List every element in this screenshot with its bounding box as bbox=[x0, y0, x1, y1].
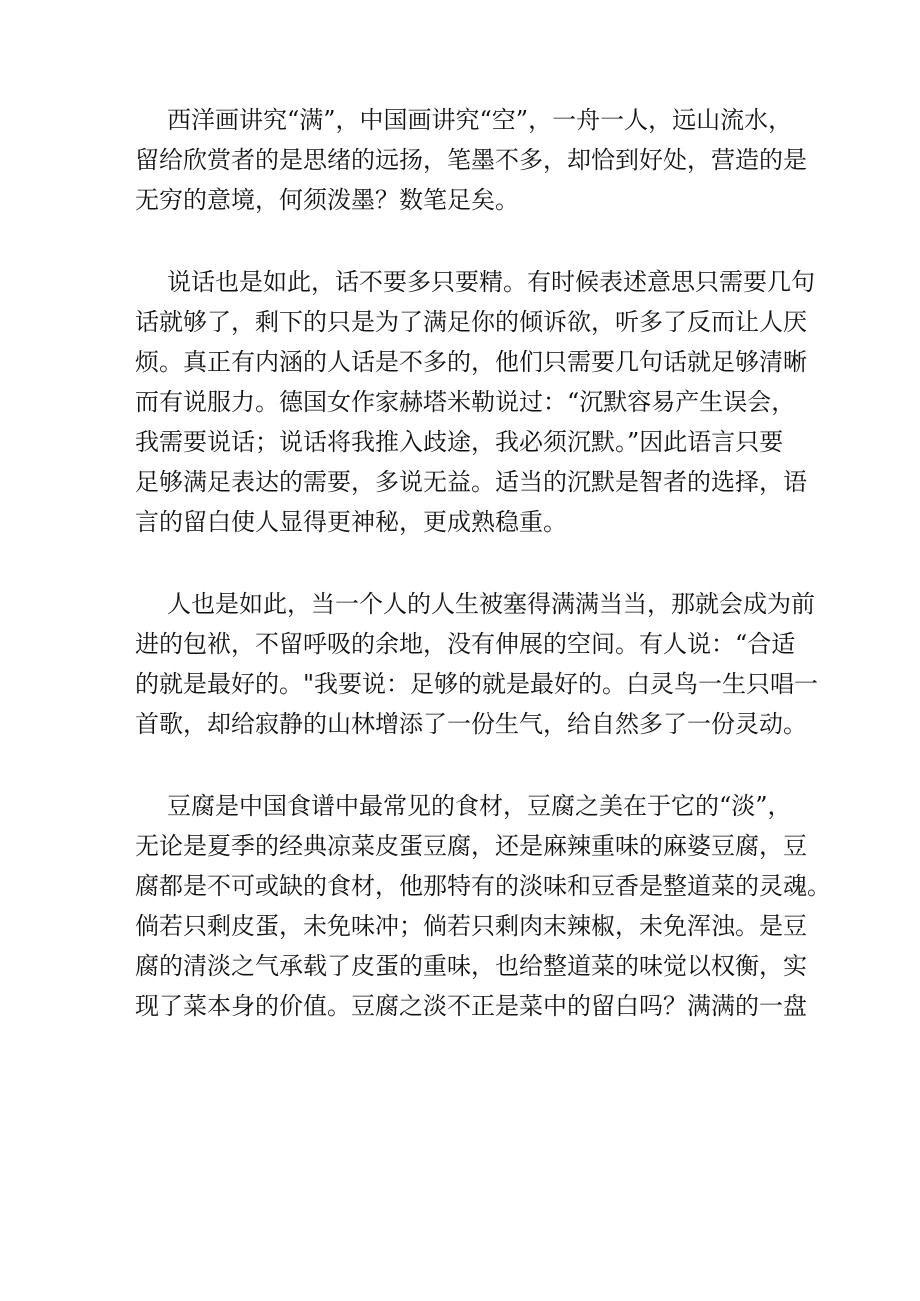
text-line: 的就是最好的。"我要说：足够的就是最好的。白灵鸟一生只唱一 bbox=[135, 670, 819, 698]
paragraph-speech bbox=[135, 262, 815, 542]
text-line: 留给欣赏者的是思绪的远扬，笔墨不多，却恰到好处，营造的是 bbox=[135, 146, 807, 174]
text-line: 人也是如此，当一个人的人生被塞得满满当当，那就会成为前 bbox=[167, 590, 815, 618]
text-line: 首歌，却给寂静的山林增添了一份生气，给自然多了一份灵动。 bbox=[135, 710, 807, 738]
text-line: 烦。真正有内涵的人话是不多的，他们只需要几句话就足够清晰 bbox=[135, 348, 807, 376]
text-line: 话就够了，剩下的只是为了满足你的倾诉欲，听多了反而让人厌 bbox=[135, 308, 807, 336]
text-line: 无论是夏季的经典凉菜皮蛋豆腐，还是麻辣重味的麻婆豆腐，豆 bbox=[135, 832, 807, 860]
text-line: 而有说服力。德国女作家赫塔米勒说过：“沉默容易产生误会， bbox=[135, 388, 796, 416]
paragraph-life bbox=[135, 584, 819, 744]
text-line: 无穷的意境，何须泼墨？数笔足矣。 bbox=[135, 186, 519, 214]
text-line: 现了菜本身的价值。豆腐之淡不正是菜中的留白吗？满满的一盘 bbox=[135, 992, 807, 1020]
text-line: 腐都是不可或缺的食材，他那特有的淡味和豆香是整道菜的灵魂。 bbox=[135, 872, 831, 900]
text-line: 倘若只剩皮蛋，未免味冲；倘若只剩肉末辣椒，未免浑浊。是豆 bbox=[135, 912, 807, 940]
text-line: 我需要说话；说话将我推入歧途，我必须沉默。”因此语言只要 bbox=[135, 428, 784, 456]
text-line: 进的包袱，不留呼吸的余地，没有伸展的空间。有人说：“合适 bbox=[135, 630, 796, 658]
text-line: 言的留白使人显得更神秘，更成熟稳重。 bbox=[135, 508, 567, 536]
document-body bbox=[135, 100, 831, 1068]
text-line: 豆腐是中国食谱中最常见的食材，豆腐之美在于它的“淡”， bbox=[167, 792, 792, 820]
text-line: 足够满足表达的需要，多说无益。适当的沉默是智者的选择，语 bbox=[135, 468, 807, 496]
paragraph-painting bbox=[135, 100, 807, 220]
text-line: 腐的清淡之气承载了皮蛋的重味，也给整道菜的味觉以权衡，实 bbox=[135, 952, 807, 980]
text-line: 西洋画讲究“满”，中国画讲究“空”，一舟一人，远山流水， bbox=[167, 106, 793, 134]
paragraph-tofu bbox=[135, 786, 831, 1026]
text-line: 说话也是如此，话不要多只要精。有时候表述意思只需要几句 bbox=[167, 268, 815, 296]
